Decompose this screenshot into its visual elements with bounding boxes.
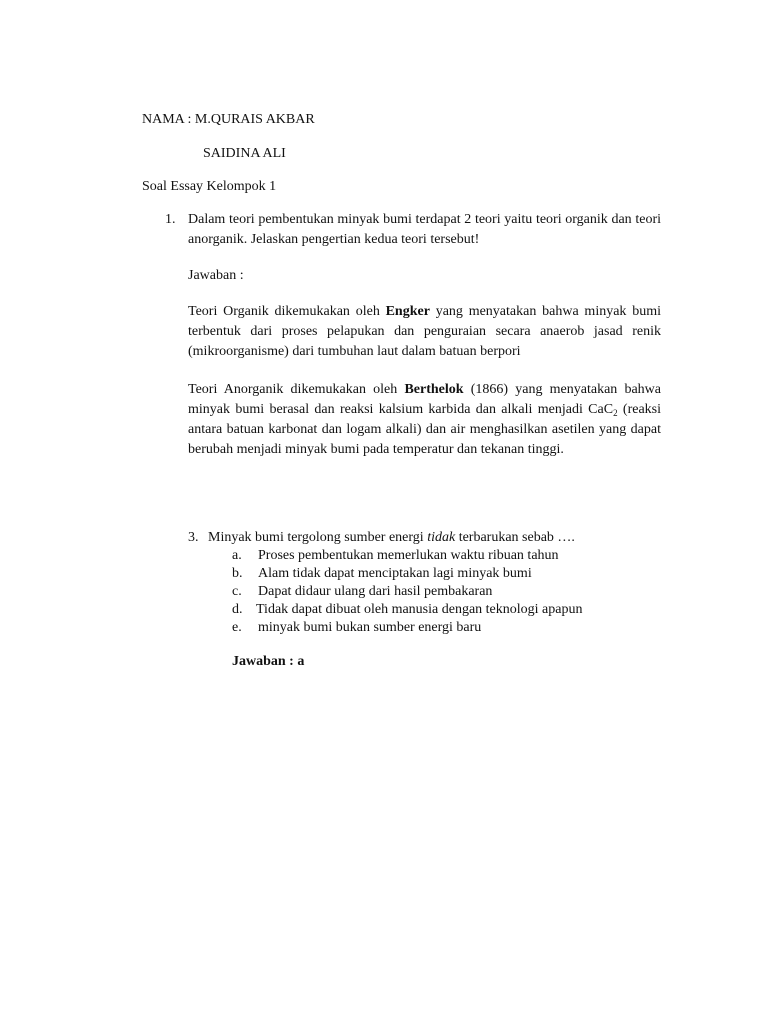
q3-number: 3. <box>188 530 199 545</box>
q3-answer: Jawaban : a <box>232 654 305 669</box>
inorganic-theory-paragraph: Teori Anorganik dikemukakan oleh Berthelok (1866) yang menyatakan bahwa minyak bumi berasal dan reaksi kalsium karbida dan alkali menjadi CaC$_2$ (reaksi antara batuan karbonat dan logam alkali) dan air menghasilkan asetilen yang dapat berubah menjadi minyak bumi pada temperatur dan tekanan tinggi. <box>188 382 661 457</box>
option-e-text: minyak bumi bukan sumber energi baru <box>258 620 482 635</box>
option-c-letter: c. <box>232 584 242 599</box>
name-label: NAMA : M.QURAIS AKBAR <box>142 112 315 127</box>
second-name: SAIDINA ALI <box>203 146 286 161</box>
organic-theory-author: Engker <box>385 304 430 319</box>
q1-number: 1. <box>165 212 176 227</box>
q1-question: Dalam teori pembentukan minyak bumi terdapat 2 teori yaitu teori organik dan teori anorganik. Jelaskan pengertian kedua teori tersebut! <box>188 212 661 247</box>
option-b-letter: b. <box>232 566 243 581</box>
option-e-letter: e. <box>232 620 242 635</box>
option-a-letter: a. <box>232 548 242 563</box>
option-a-text: Proses pembentukan memerlukan waktu ribuan tahun <box>258 548 559 563</box>
subtitle: Soal Essay Kelompok 1 <box>142 179 277 194</box>
option-d-letter: d. <box>232 602 243 617</box>
option-c-text: Dapat didaur ulang dari hasil pembakaran <box>258 584 493 599</box>
q3-question: Minyak bumi tergolong sumber energi tidak terbarukan sebab …. <box>208 530 575 545</box>
q1-answer-label: Jawaban : <box>188 268 244 283</box>
option-d-text: Tidak dapat dibuat oleh manusia dengan teknologi apapun <box>256 602 583 617</box>
organic-theory-paragraph: Teori Organik dikemukakan oleh Engker yang menyatakan bahwa minyak bumi terbentuk dari proses pelapukan dan penguraian secara anaerob jasad renik (mikroorganisme) dari tumbuhan laut dalam batuan berpori <box>188 304 661 359</box>
inorganic-theory-author: Berthelok <box>404 382 464 397</box>
option-b-text: Alam tidak dapat menciptakan lagi minyak bumi <box>258 566 532 581</box>
